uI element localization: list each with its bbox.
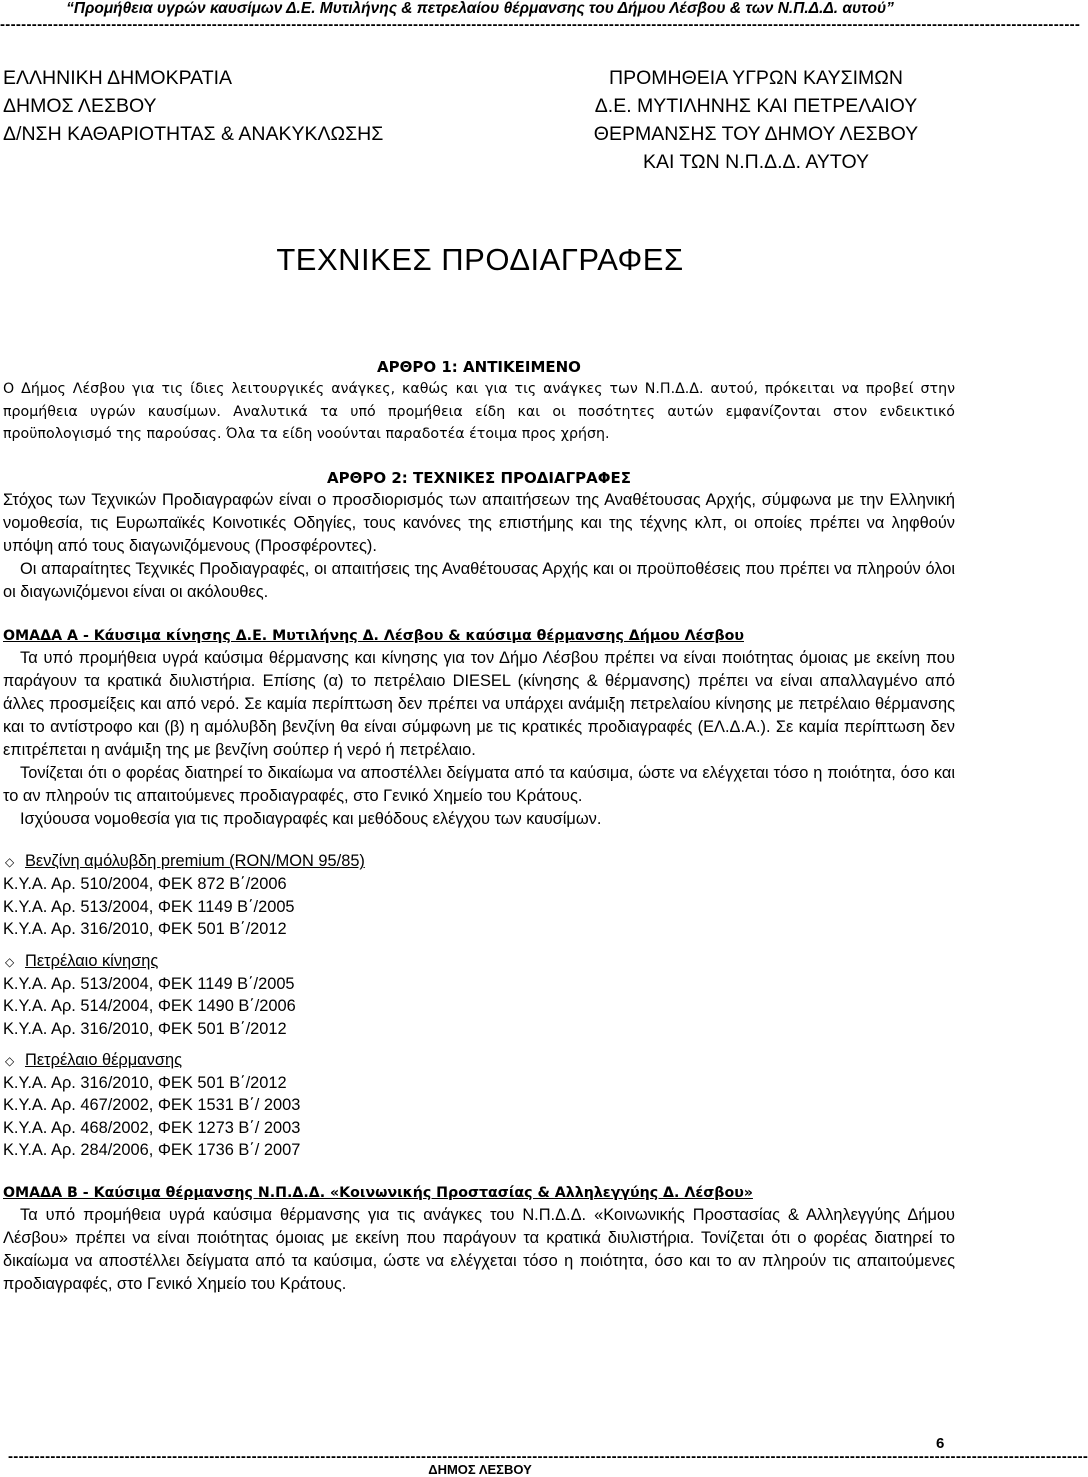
header-rule: ------------------------------------------------------------------------------------------------------------------------------------------------------------------------------------------------------------ [0, 16, 1081, 33]
regulation-line: Κ.Υ.Α. Αρ. 284/2006, ΦΕΚ 1736 Β΄/ 2007 [3, 1141, 301, 1160]
fuel-name: Πετρέλαιο θέρμανσης [25, 1050, 182, 1069]
article-1-heading: ΑΡΘΡΟ 1: ΑΝΤΙΚΕΙΜΕΝΟ [377, 358, 581, 376]
group-b-heading: ΟΜΑΔΑ Β - Καύσιμα θέρμανσης Ν.Π.Δ.Δ. «Κοινωνικής Προστασίας & Αλληλεγγύης Δ. Λέσβου» [3, 1184, 753, 1201]
fuel-title [3, 950, 955, 973]
project-line-3: ΘΕΡΜΑΝΣΗΣ ΤΟΥ ΔΗΜΟΥ ΛΕΣΒΟΥ [593, 123, 919, 145]
fuel-name: Βενζίνη αμόλυβδη premium (RON/MON 95/85) [25, 852, 365, 871]
running-header: “Προμήθεια υγρών καυσίμων Δ.Ε. Μυτιλήνης & πετρελαίου θέρμανσης του Δήμου Λέσβου & των Ν.Π.Δ.Δ. αυτού” [66, 0, 894, 17]
issuer-line-2: ΔΗΜΟΣ ΛΕΣΒΟΥ [3, 95, 157, 117]
project-line-2: Δ.Ε. ΜΥΤΙΛΗΝΗΣ ΚΑΙ ΠΕΤΡΕΛΑΙΟΥ [594, 95, 918, 117]
project-line-1: ΠΡΟΜΗΘΕΙΑ ΥΓΡΩΝ ΚΑΥΣΙΜΩΝ [609, 67, 903, 89]
regulation-line: Κ.Υ.Α. Αρ. 316/2010, ΦΕΚ 501 Β΄/2012 [3, 920, 287, 939]
regulation-line: Κ.Υ.Α. Αρ. 316/2010, ΦΕΚ 501 Β΄/2012 [3, 1019, 287, 1038]
regulation-line: Κ.Υ.Α. Αρ. 510/2004, ΦΕΚ 872 Β΄/2006 [3, 875, 287, 894]
group-a-paragraph-2: Τονίζεται ότι ο φορέας διατηρεί το δικαίωμα να αποστέλλει δείγματα από τα καύσιμα, ώστε να ελέγχεται τόσο η ποιότητα, όσο και το αν πληρούν τις απαιτούμενες προδιαγραφές, στο Γενικό Χημείο του Κράτους. [3, 764, 955, 806]
fuel-title [3, 850, 955, 873]
regulation-line: Κ.Υ.Α. Αρ. 513/2004, ΦΕΚ 1149 Β΄/2005 [3, 974, 295, 993]
group-a-paragraph-1: Τα υπό προμήθεια υγρά καύσιμα θέρμανσης και κίνησης για τον Δήμο Λέσβου πρέπει να είναι ποιότητας όμοιας με εκείνη που παράγουν τα κρατικά διυλιστήρια. Επίσης (α) το πετρέλαιο DIESEL (κίνησης & θέρμανσης) πρέπει να είναι απαλλαγμένο από άλλες προσμείξεις και από νερό. Σε καμία περίπτωση δεν πρέπει να υπάρχει ανάμιξη πετρελαίου κίνησης με πετρέλαιο θέρμανσης και το αντίστροφο και (β) η αμόλυβδη βενζίνη θα είναι σύμφωνη με τις κρατικές προδιαγραφές (ΕΛ.Δ.Α.). Σε καμία περίπτωση δεν επιτρέπεται η ανάμιξη της με βενζίνη σούπερ ή νερό ή πετρέλαιο. [3, 649, 955, 760]
footer-rule: ------------------------------------------------------------------------------------------------------------------------------------------------------------------------------------------------------------ [8, 1448, 1088, 1465]
regulation-line: Κ.Υ.Α. Αρ. 468/2002, ΦΕΚ 1273 Β΄/ 2003 [3, 1118, 301, 1137]
fuel-spec-diesel [3, 950, 955, 1040]
article-2-heading: ΑΡΘΡΟ 2: ΤΕΧΝΙΚΕΣ ΠΡΟΔΙΑΓΡΑΦΕΣ [327, 469, 631, 488]
regulation-line: Κ.Υ.Α. Αρ. 467/2002, ΦΕΚ 1531 Β΄/ 2003 [3, 1096, 301, 1115]
footer-label: ΔΗΜΟΣ ΛΕΣΒΟΥ [428, 1462, 532, 1477]
fuel-spec-heating-oil [3, 1049, 955, 1162]
fuel-title [3, 1049, 955, 1072]
diamond-bullet-icon: ◇ [5, 855, 15, 870]
document-body [3, 356, 955, 1296]
issuer-line-3: Δ/ΝΣΗ ΚΑΘΑΡΙΟΤΗΤΑΣ & ΑΝΑΚΥΚΛΩΣΗΣ [3, 123, 384, 145]
article-2-paragraph-2: Οι απαραίτητες Τεχνικές Προδιαγραφές, οι απαιτήσεις της Αναθέτουσας Αρχής και οι προϋποθέσεις που πρέπει να πληρούν όλοι οι διαγωνιζόμενοι είναι οι ακόλουθες. [3, 560, 955, 602]
project-block [556, 64, 956, 176]
article-1-text: Ο Δήμος Λέσβου για τις ίδιες λειτουργικές ανάγκες, καθώς και για τις ανάγκες των Ν.Π.Δ.Δ. αυτού, πρόκειται να προβεί στην προμήθεια υγρών καυσίμων. Αναλυτικά τα υπό προμήθεια είδη και οι ποσότητες αυτών εμφανίζονται στον ενδεικτικό προϋπολογισμό της παρούσας. Όλα τα είδη νοούνται παραδοτέα έτοιμα προς χρήση. [3, 381, 955, 442]
group-a-paragraph-3: Ισχύουσα νομοθεσία για τις προδιαγραφές και μεθόδους ελέγχου των καυσίμων. [20, 810, 602, 829]
diamond-bullet-icon: ◇ [5, 1053, 15, 1068]
document-title: ΤΕΧΝΙΚΕΣ ΠΡΟΔΙΑΓΡΑΦΕΣ [276, 242, 684, 277]
project-line-4: ΚΑΙ ΤΩΝ Ν.Π.Δ.Δ. ΑΥΤΟΥ [642, 151, 870, 173]
group-b-paragraph-1: Τα υπό προμήθεια υγρά καύσιμα θέρμανσης για τις ανάγκες του Ν.Π.Δ.Δ. «Κοινωνικής Προστασίας & Αλληλεγγύης Δήμου Λέσβου» πρέπει να είναι ποιότητας όμοιας με εκείνη που παράγουν τα κρατικά διυλιστήρια. Τονίζεται ότι ο φορέας διατηρεί το δικαίωμα να αποστέλλει δείγματα από τα καύσιμα, ώστε να ελέγχεται τόσο η ποιότητα, όσο και το αν πληρούν τις απαιτούμενες προδιαγραφές, στο Γενικό Χημείο του Κράτους. [3, 1205, 955, 1293]
issuer-block [3, 64, 383, 148]
group-a-heading: ΟΜΑΔΑ Α - Κάυσιμα κίνησης Δ.Ε. Μυτιλήνης Δ. Λέσβου & καύσιμα θέρμανσης Δήμου Λέσβου [3, 628, 744, 645]
regulation-line: Κ.Υ.Α. Αρ. 316/2010, ΦΕΚ 501 Β΄/2012 [3, 1073, 287, 1092]
regulation-line: Κ.Υ.Α. Αρ. 514/2004, ΦΕΚ 1490 Β΄/2006 [3, 997, 296, 1016]
article-2-paragraph-1: Στόχος των Τεχνικών Προδιαγραφών είναι ο προσδιορισμός των απαιτήσεων της Αναθέτουσας Αρχής, σύμφωνα με την Ελληνική νομοθεσία, τις Ευρωπαϊκές Κοινοτικές Οδηγίες, τους κανόνες της επιστήμης και της τέχνης κλπ, οι οποίες πρέπει να ληφθούν υπόψη από τους διαγωνιζόμενους (Προσφέροντες). [3, 491, 955, 556]
fuel-spec-gasoline [3, 850, 955, 940]
page-number: 6 [936, 1435, 945, 1452]
fuel-name: Πετρέλαιο κίνησης [25, 951, 159, 970]
diamond-bullet-icon: ◇ [5, 954, 15, 969]
regulation-line: Κ.Υ.Α. Αρ. 513/2004, ΦΕΚ 1149 Β΄/2005 [3, 897, 295, 916]
issuer-line-1: ΕΛΛΗΝΙΚΗ ΔΗΜΟΚΡΑΤΙΑ [3, 67, 233, 89]
